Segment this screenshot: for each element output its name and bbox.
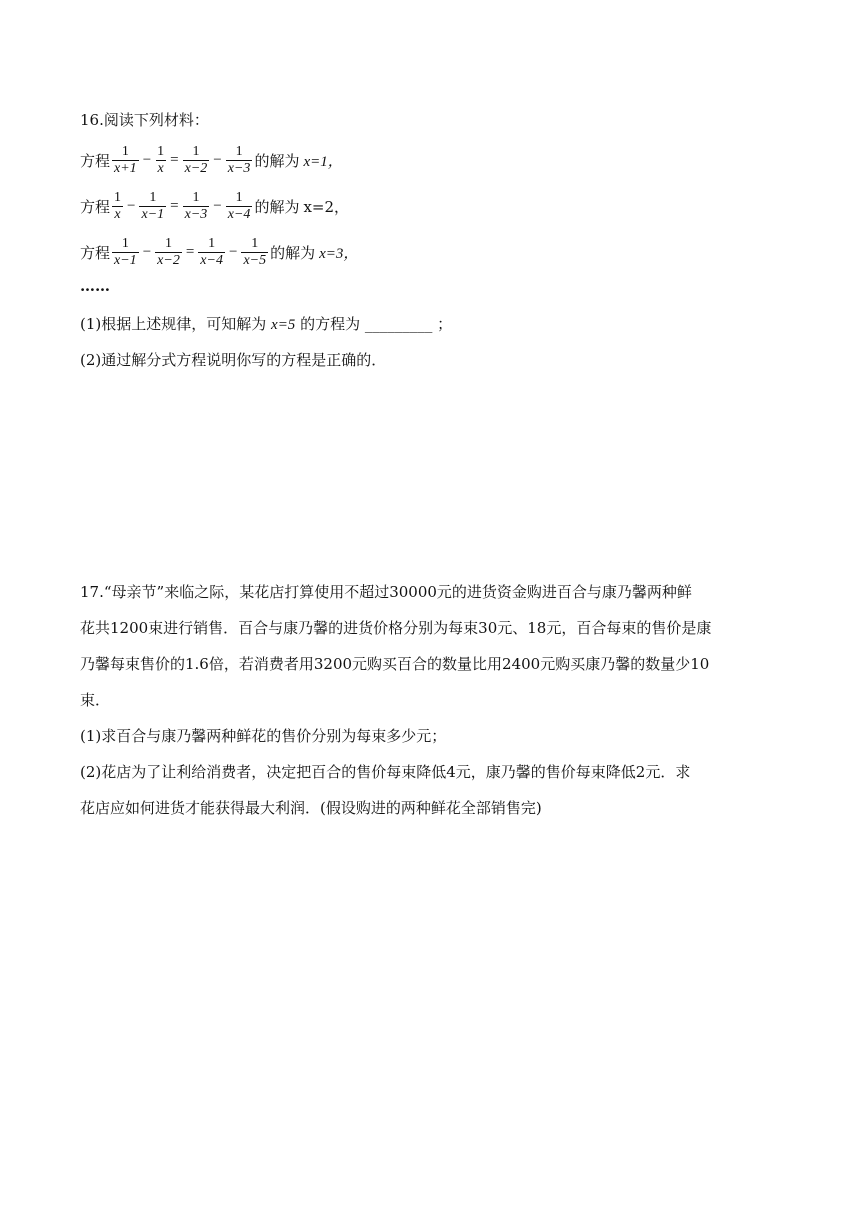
q17-part2-line-2: 花店应如何进货才能获得最大利润．(假设购进的两种鲜花全部销售完)	[80, 799, 542, 817]
q16-part2: (2)通过解分式方程说明你写的方程是正确的．	[80, 351, 387, 369]
denominator: x−3	[227, 160, 251, 176]
eq-prefix: 方程	[80, 197, 111, 216]
q17-line-2: 花共1200束进行销售．百合与康乃馨的进货价格分别为每束30元、18元，百合每束的售价是康	[80, 619, 712, 637]
denominator: x−1	[141, 206, 165, 222]
fraction	[183, 190, 210, 223]
part1-text-a: (1)根据上述规律，可知解为	[80, 315, 267, 333]
fraction	[226, 144, 253, 177]
fraction	[241, 236, 268, 269]
denominator: x−2	[157, 252, 180, 268]
denominator: x−5	[243, 252, 267, 268]
part1-end: ；	[437, 315, 453, 333]
numerator: 1	[192, 189, 200, 205]
q17-line-3: 乃馨每束售价的1.6倍，若消费者用3200元购买百合的数量比用2400元购买康乃馨的数量少10	[80, 655, 710, 673]
numerator: 1	[121, 235, 129, 251]
q16-heading: 16.阅读下列材料：	[80, 111, 209, 129]
q16-equation-1: 方程 $\frac{1}{x+1}$ − $\frac{1}{x}$ = $\frac{1}{x-2}$ − $\frac{1}{x-3}$ 的解为 x=1，	[80, 143, 343, 176]
denominator: x−4	[227, 206, 251, 222]
q16-part1	[80, 312, 452, 336]
denominator: x−1	[114, 252, 137, 268]
q17-line-4: 束．	[80, 691, 111, 709]
numerator: 1	[251, 235, 259, 251]
denominator: x	[157, 160, 164, 176]
denominator: x−2	[184, 160, 208, 176]
numerator: 1	[114, 189, 122, 205]
numerator: 1	[235, 189, 243, 205]
answer-blank[interactable]: _________	[364, 315, 433, 333]
numerator: 1	[149, 189, 157, 205]
eq-solution: x=3，	[319, 245, 359, 262]
fraction	[226, 190, 253, 223]
eq-prefix: 方程	[80, 151, 111, 170]
eq-suffix: 的解为	[254, 151, 300, 170]
numerator: 1	[157, 143, 165, 159]
eq-solution: x=2，	[303, 197, 350, 216]
q16-equation-3: 方程 $\frac{1}{x-1}$ − $\frac{1}{x-2}$ = $\frac{1}{x-4}$ − $\frac{1}{x-5}$ 的解为 x=3，	[80, 235, 359, 268]
denominator: x−3	[184, 206, 208, 222]
denominator: x	[114, 206, 121, 222]
fraction	[198, 236, 225, 269]
q17-part2-line-1: (2)花店为了让利给消费者，决定把百合的售价每束降低4元，康乃馨的售价每束降低2元．求	[80, 763, 691, 781]
q17-part1: (1)求百合与康乃馨两种鲜花的售价分别为每束多少元；	[80, 727, 447, 745]
q16-equation-2: 方程 $\frac{1}{x}$ − $\frac{1}{x-1}$ = $\frac{1}{x-3}$ − $\frac{1}{x-4}$ 的解为 x=2，	[80, 189, 350, 222]
fraction	[155, 236, 182, 269]
fraction	[139, 190, 166, 223]
fraction	[112, 190, 123, 223]
denominator: x−4	[200, 252, 223, 268]
fraction	[112, 144, 139, 177]
eq-solution: x=1，	[303, 153, 343, 170]
numerator: 1	[164, 235, 172, 251]
numerator: 1	[235, 143, 243, 159]
eq-suffix: 的解为	[270, 243, 316, 262]
denominator: x+1	[114, 160, 137, 176]
part1-variable: x=5	[271, 317, 296, 333]
numerator: 1	[121, 143, 129, 159]
fraction	[112, 236, 139, 269]
numerator: 1	[208, 235, 216, 251]
part1-text-b: 的方程为	[300, 315, 361, 333]
eq-prefix: 方程	[80, 243, 111, 262]
fraction	[183, 144, 210, 177]
eq-suffix: 的解为	[254, 197, 300, 216]
q17-line-1: 17.“母亲节”来临之际，某花店打算使用不超过30000元的进货资金购进百合与康乃馨两种鲜	[80, 583, 692, 601]
fraction	[155, 144, 166, 177]
numerator: 1	[192, 143, 200, 159]
ellipsis: ……	[80, 277, 110, 295]
